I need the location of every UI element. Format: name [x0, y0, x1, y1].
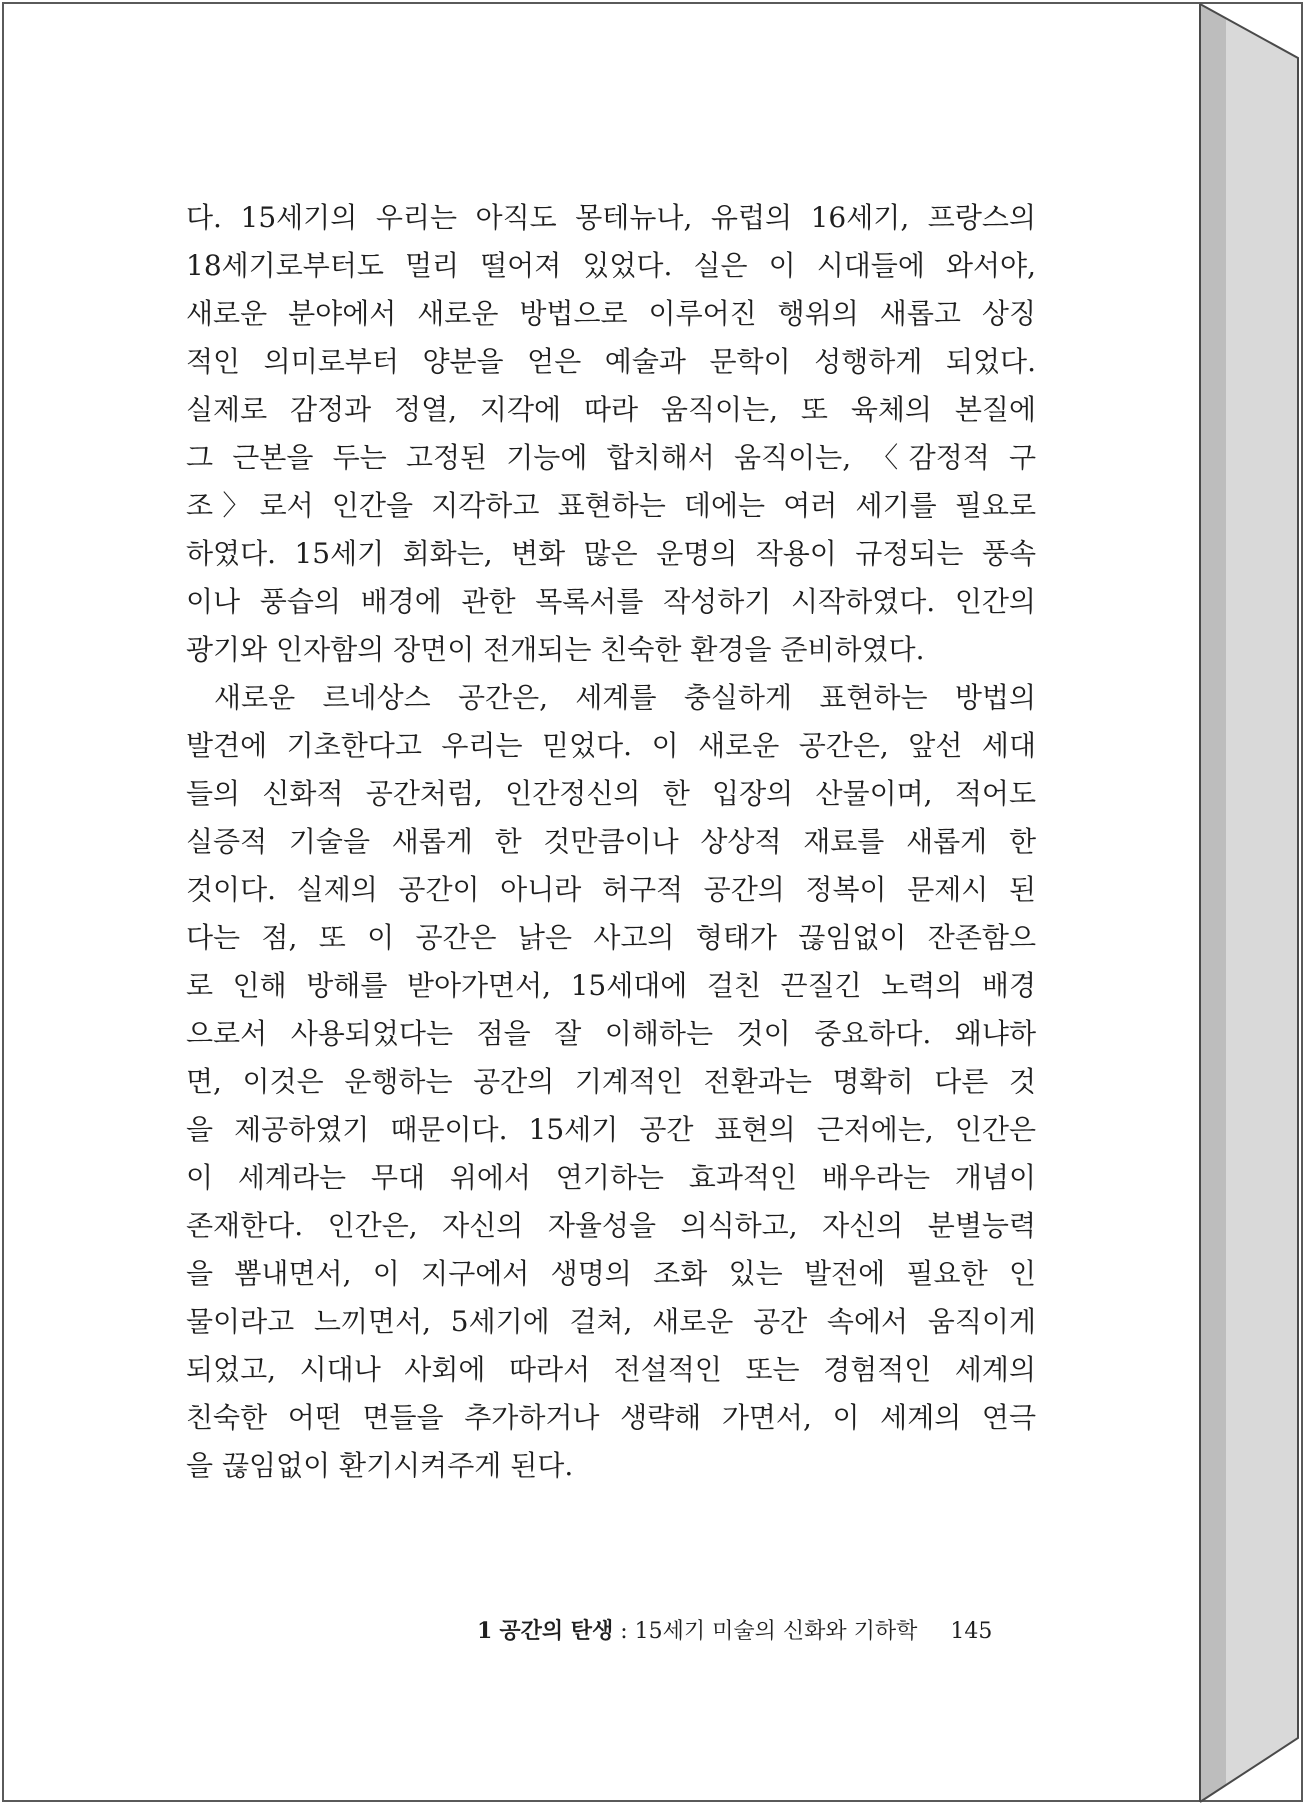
body-line: 이 세계라는 무대 위에서 연기하는 효과적인 배우라는 개념이 — [186, 1161, 1036, 1194]
body-line: 존재한다. 인간은, 자신의 자율성을 의식하고, 자신의 분별능력 — [186, 1209, 1036, 1242]
body-line: 광기와 인자함의 장면이 전개되는 친숙한 환경을 준비하였다. — [186, 633, 925, 666]
footer-part-number: 1 — [477, 1618, 493, 1644]
footer-subtitle: 15세기 미술의 신화와 기하학 — [634, 1619, 918, 1644]
body-line: 그 근본을 두는 고정된 기능에 합치해서 움직이는, 〈감정적 구 — [186, 441, 1036, 474]
page-number: 145 — [950, 1619, 993, 1644]
body-line: 다는 점, 또 이 공간은 낡은 사고의 형태가 끊임없이 잔존함으 — [186, 921, 1036, 954]
body-line: 실증적 기술을 새롭게 한 것만큼이나 상상적 재료를 새롭게 한 — [186, 825, 1036, 858]
body-line: 으로서 사용되었다는 점을 잘 이해하는 것이 중요하다. 왜냐하 — [186, 1017, 1036, 1050]
body-line: 18세기로부터도 멀리 떨어져 있었다. 실은 이 시대들에 와서야, — [186, 249, 1036, 282]
body-line: 것이다. 실제의 공간이 아니라 허구적 공간의 정복이 문제시 된 — [186, 873, 1036, 906]
body-line: 새로운 르네상스 공간은, 세계를 충실하게 표현하는 방법의 — [214, 681, 1036, 714]
body-line: 조〉로서 인간을 지각하고 표현하는 데에는 여러 세기를 필요로 — [186, 489, 1036, 522]
footer-separator: : — [613, 1619, 635, 1644]
running-footer — [477, 1614, 992, 1645]
body-line: 하였다. 15세기 회화는, 변화 많은 운명의 작용이 규정되는 풍속 — [186, 537, 1036, 570]
footer-part-title: 공간의 탄생 — [499, 1618, 614, 1644]
body-line: 로 인해 방해를 받아가면서, 15세대에 걸친 끈질긴 노력의 배경 — [186, 969, 1036, 1002]
body-line: 새로운 분야에서 새로운 방법으로 이루어진 행위의 새롭고 상징 — [186, 297, 1036, 330]
body-line: 발견에 기초한다고 우리는 믿었다. 이 새로운 공간은, 앞선 세대 — [186, 729, 1036, 762]
body-line: 다. 15세기의 우리는 아직도 몽테뉴나, 유럽의 16세기, 프랑스의 — [186, 201, 1036, 234]
body-line: 되었고, 시대나 사회에 따라서 전설적인 또는 경험적인 세계의 — [186, 1353, 1036, 1386]
body-line: 을 제공하였기 때문이다. 15세기 공간 표현의 근저에는, 인간은 — [186, 1113, 1036, 1146]
body-line: 물이라고 느끼면서, 5세기에 걸쳐, 새로운 공간 속에서 움직이게 — [186, 1305, 1036, 1338]
body-line: 실제로 감정과 정열, 지각에 따라 움직이는, 또 육체의 본질에 — [186, 393, 1036, 426]
body-text — [186, 194, 1036, 1490]
body-line: 친숙한 어떤 면들을 추가하거나 생략해 가면서, 이 세계의 연극 — [186, 1401, 1036, 1434]
body-line: 을 뽐내면서, 이 지구에서 생명의 조화 있는 발전에 필요한 인 — [186, 1257, 1036, 1290]
body-line: 을 끊임없이 환기시켜주게 된다. — [186, 1449, 574, 1482]
body-line: 면, 이것은 운행하는 공간의 기계적인 전환과는 명확히 다른 것 — [186, 1065, 1036, 1098]
body-line: 적인 의미로부터 양분을 얻은 예술과 문학이 성행하게 되었다. — [186, 345, 1036, 378]
body-line: 들의 신화적 공간처럼, 인간정신의 한 입장의 산물이며, 적어도 — [186, 777, 1036, 810]
body-line: 이나 풍습의 배경에 관한 목록서를 작성하기 시작하였다. 인간의 — [186, 585, 1036, 618]
